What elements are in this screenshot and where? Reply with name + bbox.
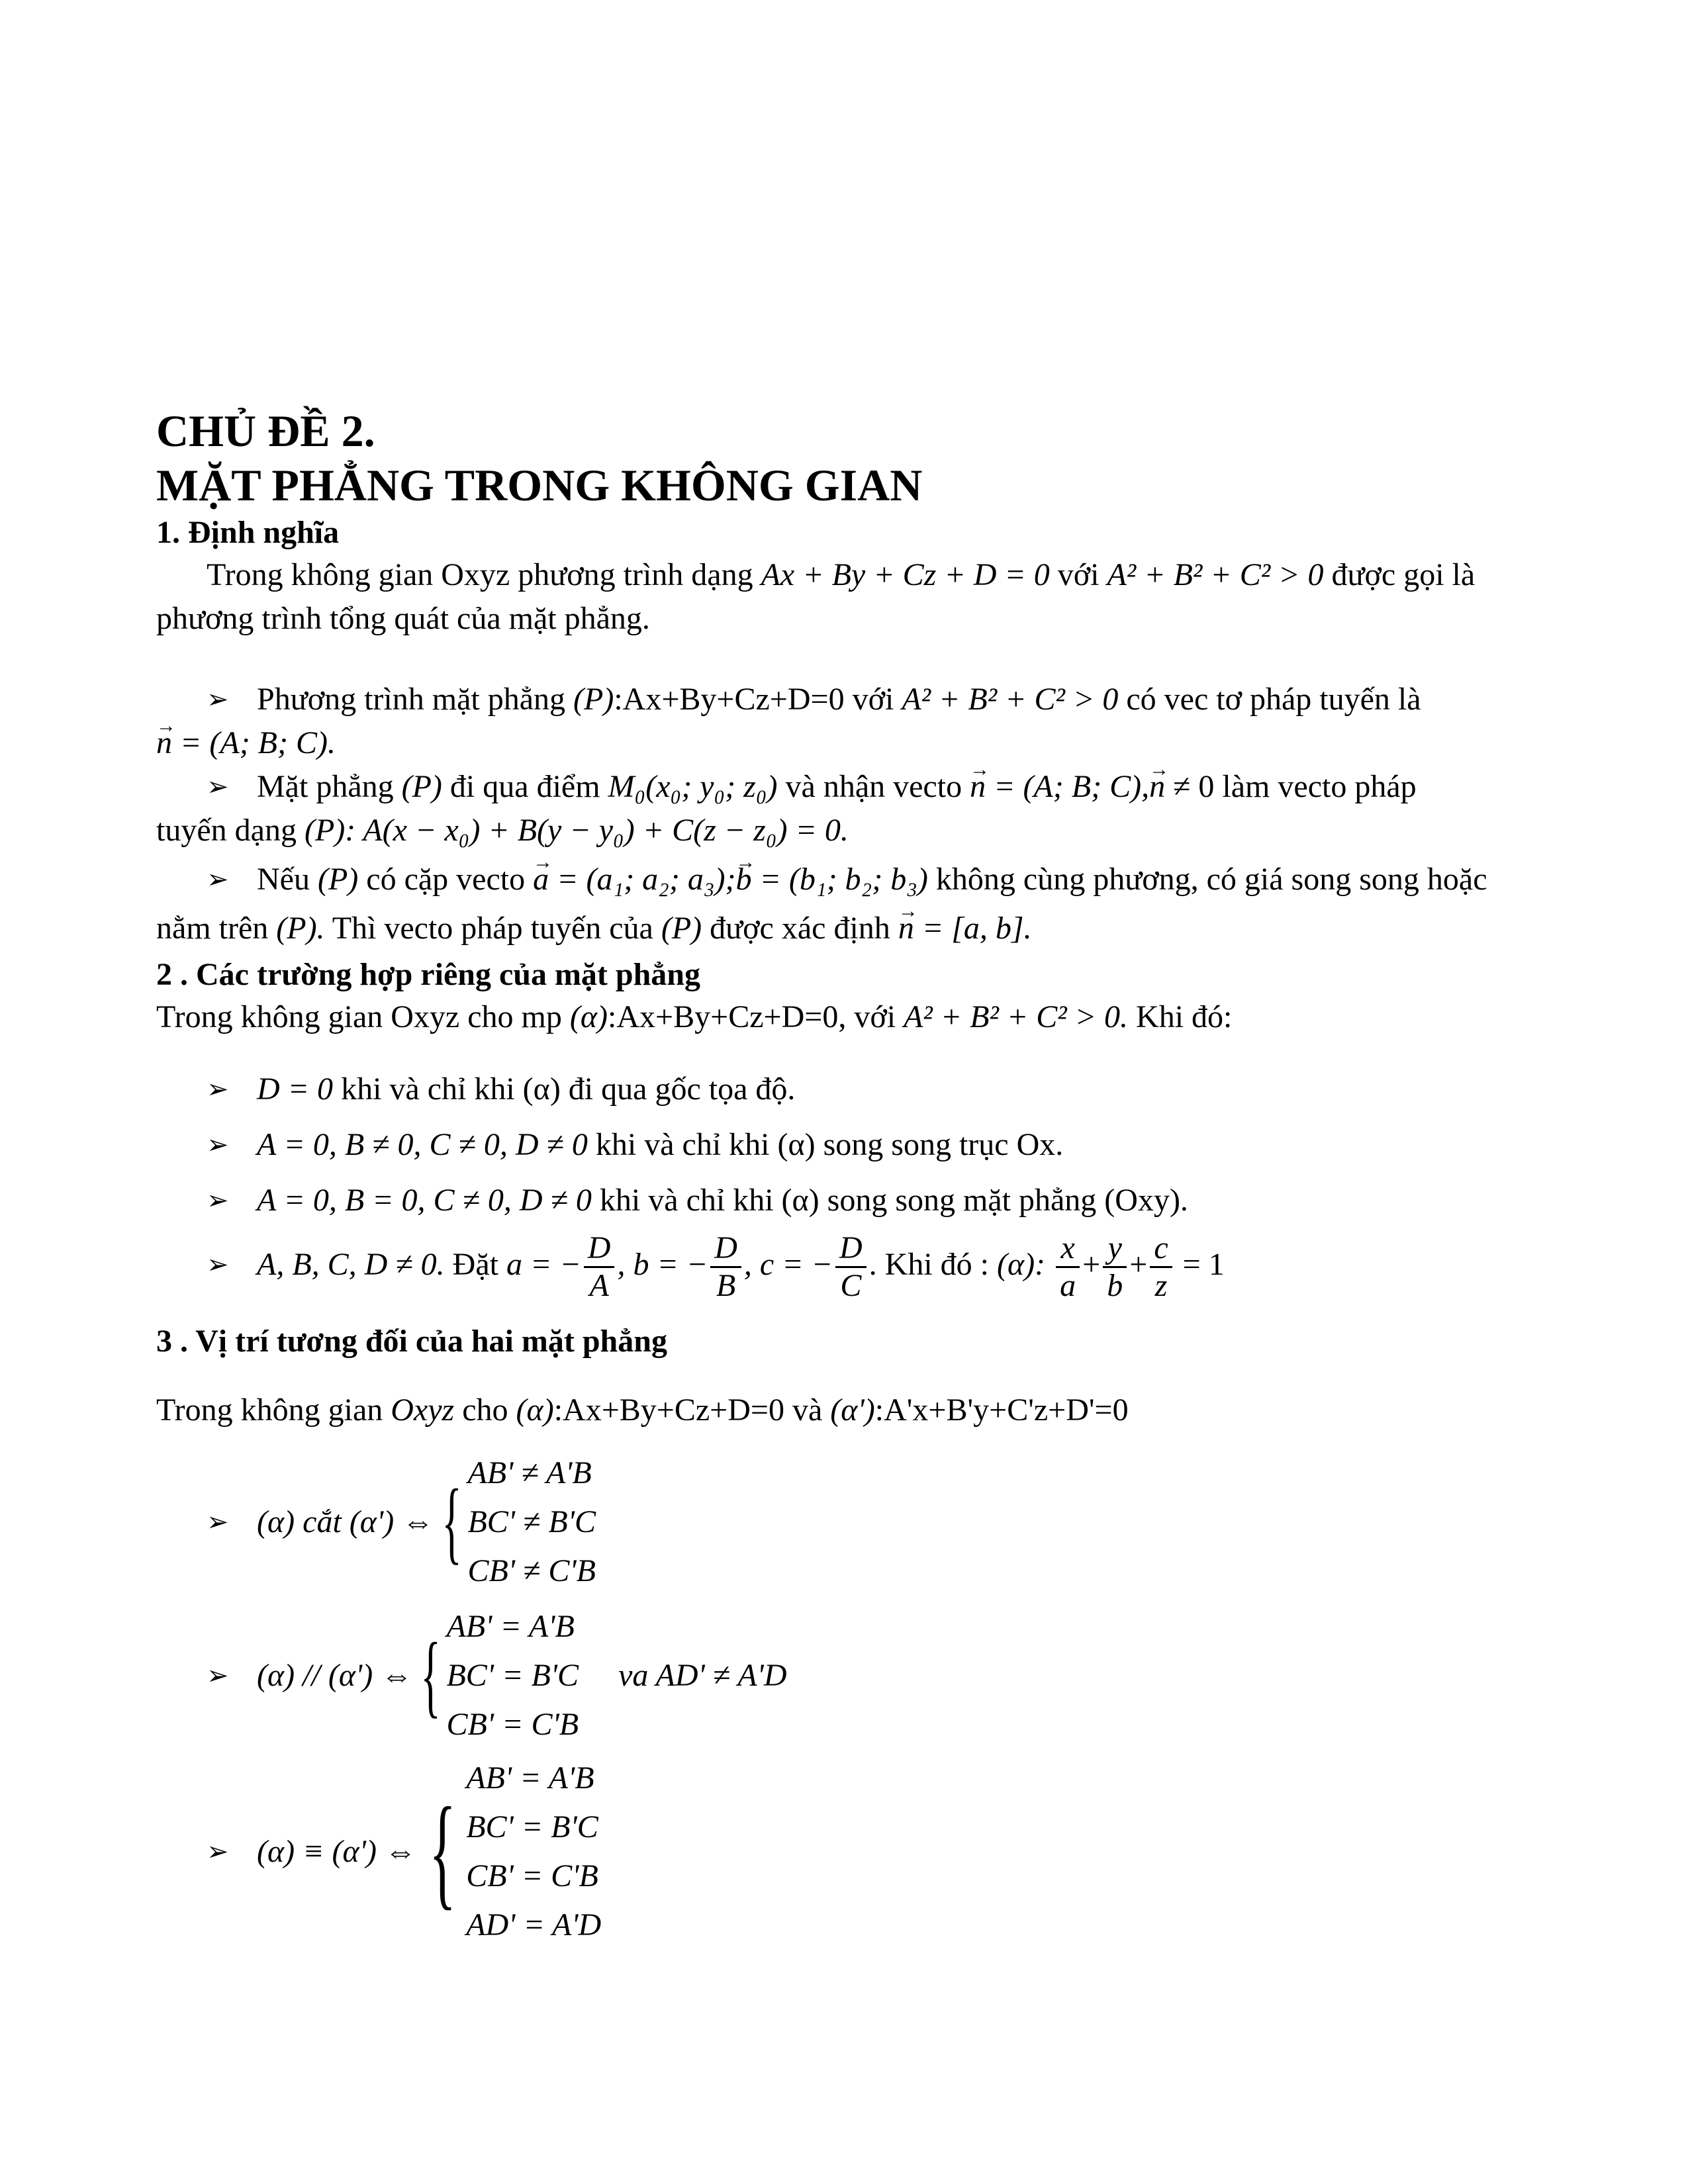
list-item: ➢ (α) ≡ (α') ⇔ { AB' = A'B BC' = B'C CB' = C'B AD' = A'D — [156, 1752, 1606, 1951]
list-item: ➢ Mặt phẳng (P) đi qua điểm M₀(x₀; y₀; z₀) và nhận vecto → n = (A; B; C),→ n ≠ 0 làm vecto pháp — [156, 765, 1606, 809]
page-title: MẶT PHẲNG TRONG KHÔNG GIAN — [156, 460, 923, 510]
list-item: ➢ Phương trình mặt phẳng (P):Ax+By+Cz+D=0 với A² + B² + C² > 0 có vec tơ pháp tuyến là — [156, 678, 1606, 721]
list-item: ➢ (α) cắt (α') ⇔ { AB' ≠ A'B BC' ≠ B'C CB' ≠ C'B — [156, 1445, 1606, 1599]
section-2-heading: 2 . Các trường hợp riêng của mặt phẳng — [156, 957, 700, 992]
definition-line-1: Trong không gian Oxyz phương trình dạng Ax + By + Cz + D = 0 với A² + B² + C² > 0 được gọi là — [207, 557, 1476, 592]
list-item: ➢ Nếu (P) có cặp vecto → a = (a₁; a₂; a₃);→ b = (b₁; b₂; b₃) không cùng phương, có giá song song hoặc — [156, 858, 1606, 901]
document-page — [156, 404, 1606, 1951]
bullet-arrow-icon: ➢ — [207, 684, 229, 715]
bullet-arrow-icon: ➢ — [207, 1507, 229, 1538]
bullet-arrow-icon: ➢ — [207, 1837, 229, 1868]
bullet-arrow-icon: ➢ — [207, 1074, 229, 1105]
section-3-heading: 3 . Vị trí tương đối của hai mặt phẳng — [156, 1324, 667, 1359]
section-3-intro: Trong không gian Oxyz cho (α):Ax+By+Cz+D=0 và (α'):A'x+B'y+C'z+D'=0 — [156, 1392, 1129, 1428]
bullet-arrow-icon: ➢ — [207, 1185, 229, 1216]
topic-number: CHỦ ĐỀ 2. — [156, 406, 375, 456]
point-normal-equation-line: tuyến dạng (P): A(x − x₀) + B(y − y₀) + C(z − z₀) = 0. — [156, 813, 849, 848]
bullet-arrow-icon: ➢ — [207, 1130, 229, 1160]
system-of-conditions: { AB' ≠ A'B BC' ≠ B'C CB' ≠ C'B — [442, 1455, 596, 1589]
list-item: ➢ A = 0, B ≠ 0, C ≠ 0, D ≠ 0 khi và chỉ khi (α) song song trục Ox. — [156, 1117, 1606, 1173]
bullet-arrow-icon: ➢ — [207, 772, 229, 802]
list-item: ➢ D = 0 khi và chỉ khi (α) đi qua gốc tọa độ. — [156, 1062, 1606, 1117]
bullet-arrow-icon: ➢ — [207, 1250, 229, 1280]
normal-vector-line: → n = (A; B; C). — [156, 721, 1606, 765]
section-1-heading: 1. Định nghĩa — [156, 515, 340, 550]
system-of-conditions: { AB' = A'B BC' = B'C CB' = C'B — [420, 1609, 579, 1743]
system-of-conditions: { AB' = A'B BC' = B'C CB' = C'B AD' = A'D — [429, 1760, 602, 1943]
definition-line-2: phương trình tổng quát của mặt phẳng. — [156, 601, 650, 636]
section-2-intro: Trong không gian Oxyz cho mp (α):Ax+By+Cz+D=0, với A² + B² + C² > 0. Khi đó: — [156, 999, 1233, 1034]
list-item: ➢ A, B, C, D ≠ 0. Đặt a = − $\frac{D}{A}$ , b = − $\frac{D}{B}$ , c = − $\frac{D}{C}$ . Khi đó : (α): $\frac{x}{a}$ + $\frac{y}{b}$ + $\frac{c}{z}$ = 1 — [156, 1228, 1606, 1304]
bullet-arrow-icon: ➢ — [207, 1661, 229, 1692]
list-item: ➢ A = 0, B = 0, C ≠ 0, D ≠ 0 khi và chỉ khi (α) song song mặt phẳng (Oxy). — [156, 1173, 1606, 1228]
bullet-arrow-icon: ➢ — [207, 864, 229, 895]
list-item: ➢ (α) // (α') ⇔ { AB' = A'B BC' = B'C CB' = C'B va AD' ≠ A'D — [156, 1599, 1606, 1752]
cross-product-line: nằm trên (P). Thì vecto pháp tuyến của (P) được xác định → n = [a, b]. — [156, 907, 1606, 950]
